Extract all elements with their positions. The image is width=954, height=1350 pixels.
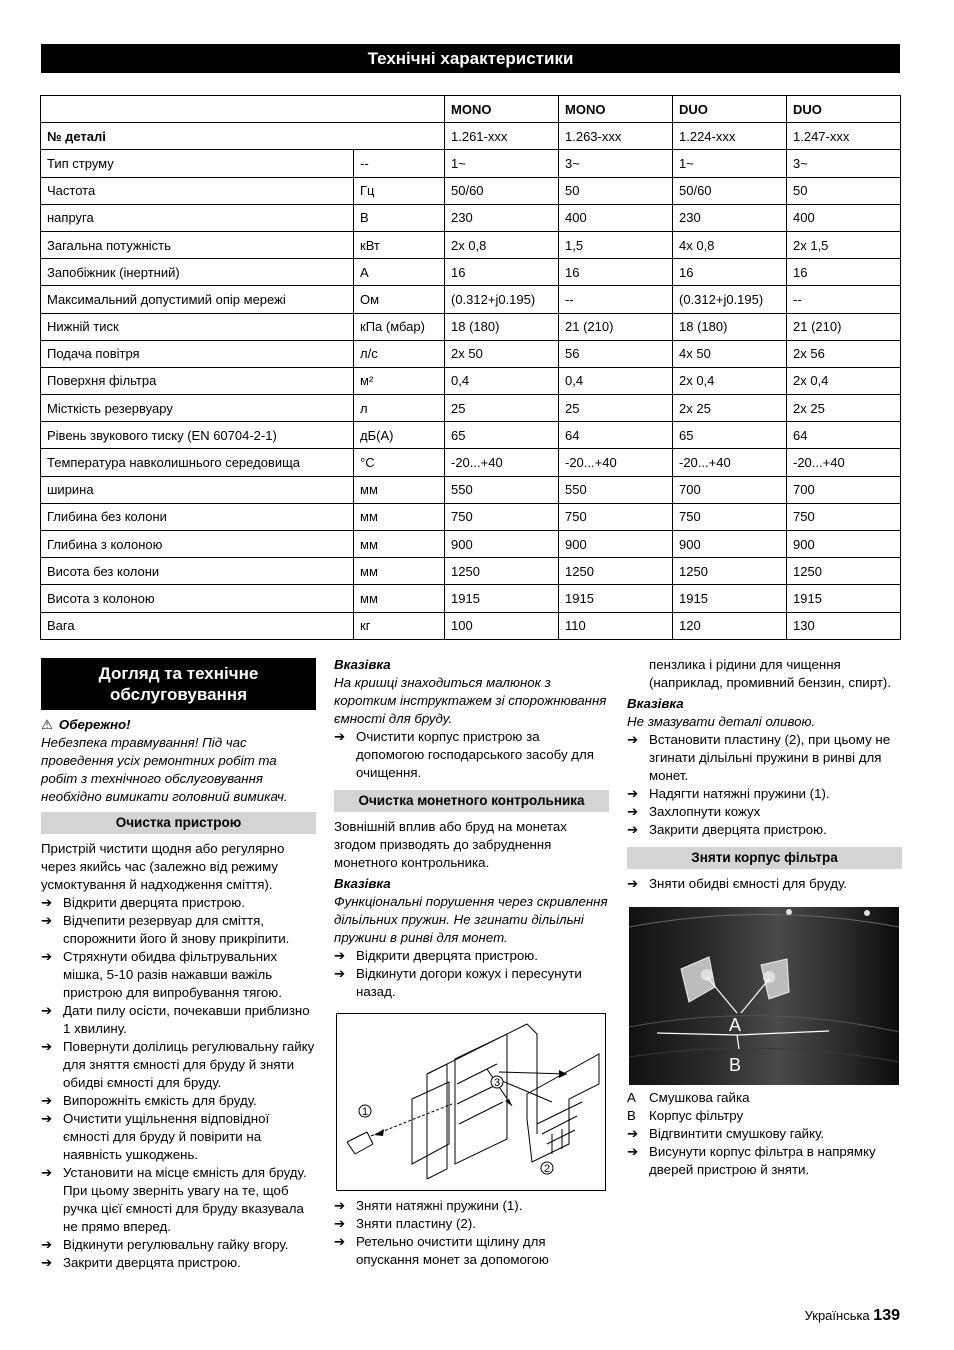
arrow-right-icon: ➔: [41, 913, 53, 928]
arrow-right-icon: ➔: [41, 1003, 53, 1018]
table-row-unit: мм: [354, 585, 445, 612]
page-number: 139: [873, 1307, 900, 1324]
table-cell: 25: [559, 395, 673, 422]
table-row-label: Тип струму: [41, 150, 354, 177]
arrow-right-icon: ➔: [627, 732, 639, 747]
step-list: [334, 947, 609, 1001]
table-row-label: Загальна потужність: [41, 231, 354, 258]
step-text: Висунути корпус фільтра в напрямку дверей пристрою й зняти.: [649, 1144, 876, 1177]
arrow-right-icon: ➔: [41, 1039, 53, 1054]
step-text: Випорожніть ємкість для бруду.: [63, 1093, 257, 1108]
table-cell: 750: [787, 503, 901, 530]
table-row-unit: Ом: [354, 286, 445, 313]
table-cell: 1.247-xxx: [787, 123, 901, 150]
step-item: [627, 803, 902, 821]
table-row-label: Висота з колоною: [41, 585, 354, 612]
column-1: [41, 656, 316, 1272]
step-text: Очистити корпус пристрою за допомогою господарського засобу для очищення.: [356, 729, 595, 780]
arrow-right-icon: ➔: [627, 786, 639, 801]
table-cell: 21 (210): [787, 313, 901, 340]
table-row-unit: кВт: [354, 231, 445, 258]
table-cell: 64: [559, 422, 673, 449]
table-cell: 1.224-xxx: [673, 123, 787, 150]
table-cell: 1,5: [559, 231, 673, 258]
step-text: Закрити дверцята пристрою.: [63, 1255, 241, 1270]
legend-key: B: [627, 1108, 636, 1123]
coin-validator-figure: [336, 1013, 606, 1191]
arrow-right-icon: ➔: [41, 1165, 53, 1180]
table-header-row: [41, 96, 901, 123]
table-row: [41, 340, 901, 367]
table-cell: 4x 0,8: [673, 231, 787, 258]
step-text: Відкрити дверцята пристрою.: [356, 948, 538, 963]
step-text: Дати пилу осісти, почекавши приблизно 1 хвилину.: [63, 1003, 310, 1036]
arrow-right-icon: ➔: [334, 1234, 346, 1249]
table-row-label: Максимальний допустимий опір мережі: [41, 286, 354, 313]
table-row: [41, 503, 901, 530]
table-row-unit: мм: [354, 558, 445, 585]
step-item: [334, 965, 609, 1001]
table-header-cell: MONO: [559, 96, 673, 123]
table-row-unit: A: [354, 259, 445, 286]
step-list: [627, 731, 902, 839]
table-cell: 1~: [445, 150, 559, 177]
table-cell: -20...+40: [559, 449, 673, 476]
step-item: [41, 894, 316, 912]
step-list: [334, 728, 609, 782]
step-item: [627, 1125, 902, 1143]
table-cell: 1250: [787, 558, 901, 585]
legend-row-b: [627, 1107, 902, 1125]
table-cell: 2x 56: [787, 340, 901, 367]
table-cell: 50: [787, 177, 901, 204]
step-text: Захлопнути кожух: [649, 804, 761, 819]
note-text: Не змазувати деталі оливою.: [627, 714, 816, 729]
step-item: [334, 728, 609, 782]
table-row: [41, 204, 901, 231]
table-cell: 1915: [559, 585, 673, 612]
table-cell: 900: [559, 531, 673, 558]
arrow-right-icon: ➔: [41, 1093, 53, 1108]
table-row: [41, 231, 901, 258]
table-cell: 50/60: [673, 177, 787, 204]
table-row: [41, 259, 901, 286]
step-list: [334, 1197, 609, 1269]
step-text: Відгвинтити смушкову гайку.: [649, 1126, 825, 1141]
table-cell: 3~: [559, 150, 673, 177]
step-text: Повернути долілиць регулювальну гайку для зняття ємності для бруду й зняти обидві ємності для бруду.: [63, 1039, 315, 1090]
table-cell: 1250: [559, 558, 673, 585]
table-row-label: Нижній тиск: [41, 313, 354, 340]
table-part-label: № деталі: [41, 123, 445, 150]
step-item: [41, 1092, 316, 1110]
arrow-right-icon: ➔: [41, 1111, 53, 1126]
table-row-unit: мм: [354, 531, 445, 558]
figure-callout-1: 1: [362, 1106, 369, 1118]
step-text: Зняти натяжні пружини (1).: [356, 1198, 523, 1213]
note-text: На кришці знаходиться малюнок з коротким інструктажем зі спорожнювання ємності для бруду.: [334, 675, 607, 726]
table-cell: 0,4: [559, 367, 673, 394]
table-cell: 1~: [673, 150, 787, 177]
table-row-label: ширина: [41, 476, 354, 503]
arrow-right-icon: ➔: [627, 822, 639, 837]
table-cell: 65: [445, 422, 559, 449]
photo-label-b: B: [729, 1055, 742, 1075]
table-cell: 16: [673, 259, 787, 286]
table-row-label: Подача повітря: [41, 340, 354, 367]
table-cell: 400: [559, 204, 673, 231]
arrow-right-icon: ➔: [627, 1144, 639, 1159]
table-row-label: Місткість резервуару: [41, 395, 354, 422]
step-text: Встановити пластину (2), при цьому не згинати дільільні пружини в ринві для монет.: [649, 732, 891, 783]
table-cell: --: [559, 286, 673, 313]
arrow-right-icon: ➔: [334, 948, 346, 963]
legend-key: A: [627, 1090, 636, 1105]
table-cell: 230: [673, 204, 787, 231]
table-header-cell: MONO: [445, 96, 559, 123]
step-item: [627, 1143, 902, 1179]
table-cell: 900: [787, 531, 901, 558]
table-row: [41, 177, 901, 204]
table-cell: 750: [559, 503, 673, 530]
table-cell: 0,4: [445, 367, 559, 394]
table-cell: 120: [673, 612, 787, 639]
table-cell: 2x 0,4: [787, 367, 901, 394]
note-text: Функціональні порушення через скривлення дільільних пружин. Не згинати дільільні пружини в ринві для монет.: [334, 894, 608, 945]
table-row-unit: В: [354, 204, 445, 231]
table-header-empty: [41, 96, 445, 123]
table-row-unit: л: [354, 395, 445, 422]
legend-row-a: [627, 1089, 902, 1107]
table-cell: 16: [445, 259, 559, 286]
table-row-unit: °C: [354, 449, 445, 476]
table-row: [41, 531, 901, 558]
table-row-label: Висота без колони: [41, 558, 354, 585]
figure-callout-2: 2: [544, 1163, 551, 1175]
step-text: Ретельно очистити щілину для опускання монет за допомогою: [356, 1234, 549, 1267]
step-item: [334, 1233, 609, 1269]
table-row-label: Частота: [41, 177, 354, 204]
table-row-label: напруга: [41, 204, 354, 231]
table-cell: 18 (180): [445, 313, 559, 340]
table-cell: 50: [559, 177, 673, 204]
table-cell: 1915: [787, 585, 901, 612]
intro-text: Зовнішній вплив або бруд на монетах згодом призводять до забруднення монетного контрольника.: [334, 819, 567, 870]
figure-callout-3: 3: [494, 1077, 501, 1089]
subhead-coin-validator: Очистка монетного контрольника: [334, 790, 609, 812]
table-row-label: Поверхня фільтра: [41, 367, 354, 394]
step-text: Зняти пластину (2).: [356, 1216, 476, 1231]
table-row-unit: дБ(A): [354, 422, 445, 449]
table-cell: 1250: [445, 558, 559, 585]
table-cell: 1250: [673, 558, 787, 585]
table-cell: 2x 1,5: [787, 231, 901, 258]
table-cell: 21 (210): [559, 313, 673, 340]
section-title-maintenance: Догляд та технічне обслуговування: [41, 658, 316, 710]
table-row: [41, 395, 901, 422]
table-cell: -20...+40: [787, 449, 901, 476]
table-cell: 1.261-xxx: [445, 123, 559, 150]
page-footer: [805, 1307, 900, 1325]
photo-legend: [627, 1089, 902, 1125]
filter-housing-photo: [629, 907, 899, 1085]
arrow-right-icon: ➔: [334, 1198, 346, 1213]
table-cell: 230: [445, 204, 559, 231]
table-cell: 1915: [445, 585, 559, 612]
table-row: [41, 612, 901, 639]
table-cell: 550: [445, 476, 559, 503]
table-row: [41, 585, 901, 612]
table-cell: 550: [559, 476, 673, 503]
step-item: [334, 947, 609, 965]
arrow-right-icon: ➔: [334, 729, 346, 744]
step-text: Закрити дверцята пристрою.: [649, 822, 827, 837]
table-row-label: Температура навколишнього середовища: [41, 449, 354, 476]
step-item: [41, 912, 316, 948]
step-item: [334, 1215, 609, 1233]
table-row-unit: м²: [354, 367, 445, 394]
table-header-cell: DUO: [787, 96, 901, 123]
arrow-right-icon: ➔: [627, 876, 639, 891]
step-item: [41, 1164, 316, 1236]
table-cell: 25: [445, 395, 559, 422]
table-cell: 18 (180): [673, 313, 787, 340]
table-row: [41, 367, 901, 394]
step-item: [627, 731, 902, 785]
spec-table: [40, 95, 901, 640]
column-3: [627, 656, 902, 1179]
step-text: Установити на місце ємність для бруду. При цьому зверніть увагу на те, щоб ручка цієї ємності для бруду вказувала не прямо вперед.: [63, 1165, 307, 1234]
table-cell: 1915: [673, 585, 787, 612]
table-cell: 2x 50: [445, 340, 559, 367]
table-cell: 16: [559, 259, 673, 286]
table-row-label: Глибина без колони: [41, 503, 354, 530]
table-cell: (0.312+j0.195): [673, 286, 787, 313]
table-cell: 1.263-xxx: [559, 123, 673, 150]
step-text: Відчепити резервуар для сміття, спорожнити його й знову прикріпити.: [63, 913, 290, 946]
table-row: [41, 150, 901, 177]
table-cell: 110: [559, 612, 673, 639]
table-cell: 2x 25: [673, 395, 787, 422]
step-text: Надягти натяжні пружини (1).: [649, 786, 830, 801]
note-label: Вказівка: [334, 876, 391, 891]
step-item: [627, 785, 902, 803]
table-row-label: Рівень звукового тиску (EN 60704-2-1): [41, 422, 354, 449]
step-item: [41, 1110, 316, 1164]
table-cell: 2x 0,8: [445, 231, 559, 258]
table-cell: 400: [787, 204, 901, 231]
table-cell: 750: [445, 503, 559, 530]
table-row: [41, 313, 901, 340]
step-list: [627, 875, 902, 893]
table-cell: 750: [673, 503, 787, 530]
table-row-unit: кг: [354, 612, 445, 639]
table-cell: 16: [787, 259, 901, 286]
step-item: [627, 875, 902, 893]
table-row: [41, 449, 901, 476]
step-item: [41, 1038, 316, 1092]
step-text: Стряхнути обидва фільтрувальних мішка, 5-10 разів нажавши важіль пристрою для випробування тягою.: [63, 949, 282, 1000]
arrow-right-icon: ➔: [627, 1126, 639, 1141]
warning-triangle-icon: ⚠: [41, 717, 53, 732]
table-cell: 3~: [787, 150, 901, 177]
arrow-right-icon: ➔: [334, 966, 346, 981]
table-row-unit: мм: [354, 503, 445, 530]
table-row-unit: л/с: [354, 340, 445, 367]
table-cell: 65: [673, 422, 787, 449]
filter-housing-image: [629, 907, 899, 1085]
step-list: [41, 894, 316, 1272]
table-row: [41, 476, 901, 503]
table-row-unit: кПа (мбар): [354, 313, 445, 340]
table-cell: 700: [787, 476, 901, 503]
arrow-right-icon: ➔: [334, 1216, 346, 1231]
table-cell: (0.312+j0.195): [445, 286, 559, 313]
step-text: Відкинути догори кожух і пересунути назад.: [356, 966, 582, 999]
table-row-label: Глибина з колоною: [41, 531, 354, 558]
coin-validator-drawing: [337, 1014, 605, 1190]
table-cell: 900: [673, 531, 787, 558]
step-item: [41, 1254, 316, 1272]
note-label: Вказівка: [334, 657, 391, 672]
arrow-right-icon: ➔: [41, 1255, 53, 1270]
table-row-label: Вага: [41, 612, 354, 639]
table-row: [41, 286, 901, 313]
table-cell: -20...+40: [445, 449, 559, 476]
column-2: [334, 656, 609, 1269]
footer-language: Українська: [804, 1308, 870, 1323]
photo-label-a: A: [729, 1015, 742, 1035]
legend-text: Корпус фільтру: [649, 1108, 744, 1123]
table-row: [41, 558, 901, 585]
step-item: [334, 1197, 609, 1215]
arrow-right-icon: ➔: [627, 804, 639, 819]
arrow-right-icon: ➔: [41, 949, 53, 964]
step-item: [41, 948, 316, 1002]
step-list: [627, 1125, 902, 1179]
warning-heading: [41, 716, 316, 734]
table-cell: --: [787, 286, 901, 313]
table-cell: 700: [673, 476, 787, 503]
table-cell: 50/60: [445, 177, 559, 204]
table-cell: 900: [445, 531, 559, 558]
step-text: Зняти обидві ємності для бруду.: [649, 876, 847, 891]
page-title: Технічні характеристики: [41, 44, 900, 73]
table-row-unit: --: [354, 150, 445, 177]
subhead-device-cleaning: Очистка пристрою: [41, 812, 316, 834]
note-label: Вказівка: [627, 696, 684, 711]
arrow-right-icon: ➔: [41, 1237, 53, 1252]
table-cell: 4x 50: [673, 340, 787, 367]
step-item: [627, 821, 902, 839]
legend-text: Смушкова гайка: [649, 1090, 750, 1105]
table-cell: 56: [559, 340, 673, 367]
step-item: [41, 1002, 316, 1038]
arrow-right-icon: ➔: [41, 895, 53, 910]
table-cell: 100: [445, 612, 559, 639]
subhead-remove-filter-housing: Зняти корпус фільтра: [627, 847, 902, 869]
warning-label: Обережно!: [58, 717, 131, 732]
intro-text: Пристрій чистити щодня або регулярно через якийсь час (залежно від режиму усмоктування й надходження сміття).: [41, 841, 285, 892]
step-text: Відкинути регулювальну гайку вгору.: [63, 1237, 289, 1252]
table-cell: 2x 0,4: [673, 367, 787, 394]
table-header-cell: DUO: [673, 96, 787, 123]
table-cell: 2x 25: [787, 395, 901, 422]
table-cell: 64: [787, 422, 901, 449]
warning-text: Небезпека травмування! Під час проведення усіх ремонтних робіт та робіт з технічного обслуговування необхідно вимикати головний вимикач.: [41, 735, 288, 804]
step-text: Відкрити дверцята пристрою.: [63, 895, 245, 910]
step-item: [41, 1236, 316, 1254]
continued-text: пензлика і рідини для чищення (наприклад, промивний бензин, спирт).: [649, 657, 892, 690]
table-cell: 130: [787, 612, 901, 639]
table-row: [41, 422, 901, 449]
table-part-row: [41, 123, 901, 150]
table-row-unit: мм: [354, 476, 445, 503]
table-row-label: Запобіжник (інертний): [41, 259, 354, 286]
step-text: Очистити ущільнення відповідної ємності для бруду й повірити на наявність ушкоджень.: [63, 1111, 270, 1162]
table-row-unit: Гц: [354, 177, 445, 204]
table-cell: -20...+40: [673, 449, 787, 476]
